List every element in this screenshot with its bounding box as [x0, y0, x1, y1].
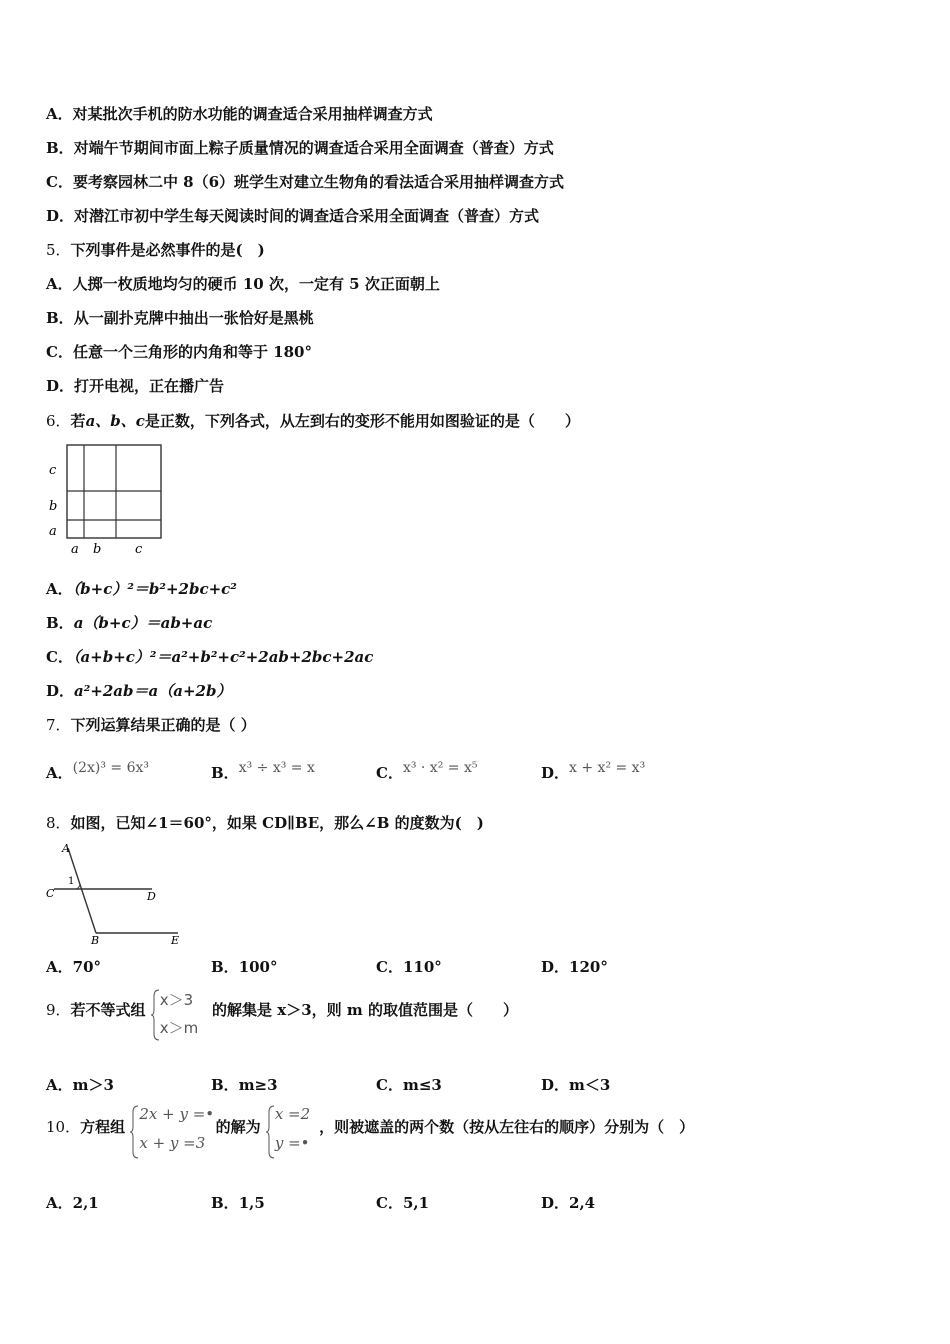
question-text-post: ，则被遮盖的两个数（按从左往右的顺序）分别为（ ）	[319, 1118, 695, 1136]
option-label: A．	[46, 105, 73, 123]
q6-option-b	[46, 612, 212, 633]
equation-1: 2x + y =•	[139, 1105, 215, 1123]
question-text: 如图，已知∠1＝60°，如果 CD∥BE，那么∠B 的度数为( )	[70, 814, 484, 832]
option-label: A．	[46, 580, 73, 598]
question-number: 8．	[46, 814, 71, 832]
label-c-bottom: c	[135, 542, 143, 557]
q9-option-c	[376, 1074, 442, 1095]
q7-option-b	[211, 756, 315, 782]
option-label: C．	[46, 343, 73, 361]
solution-1: x =2	[274, 1105, 311, 1123]
option-text: 任意一个三角形的内角和等于 180°	[72, 343, 312, 361]
option-text: 1,5	[238, 1194, 265, 1212]
q4-option-c	[46, 171, 564, 192]
label-E: E	[171, 934, 180, 946]
label-a-bottom: a	[71, 542, 79, 557]
q10-option-d	[541, 1192, 595, 1213]
q5-stem	[46, 239, 265, 260]
option-text: 人掷一枚质地均匀的硬币 10 次，一定有 5 次正面朝上	[72, 275, 440, 293]
label-A: A	[62, 842, 70, 855]
option-label: B．	[211, 1076, 239, 1094]
option-label: D．	[541, 958, 570, 976]
question-text-pre: 方程组	[80, 1118, 126, 1136]
option-text: 100°	[238, 958, 278, 976]
line-ab	[68, 848, 96, 933]
q7-stem	[46, 714, 256, 735]
equation-2: x + y =3	[139, 1134, 206, 1152]
option-label: A．	[46, 1194, 73, 1212]
q8-option-a	[46, 956, 101, 977]
question-number: 9．	[46, 1001, 71, 1019]
option-label: B．	[211, 1194, 239, 1212]
q6-option-d	[46, 680, 231, 701]
q5-option-a	[46, 273, 440, 294]
option-text: 2,4	[569, 1194, 596, 1212]
option-text: （a+b+c）²＝a²+b²+c²+2ab+2bc+2ac	[72, 648, 374, 666]
q9-option-d	[541, 1074, 610, 1095]
q8-option-d	[541, 956, 608, 977]
option-text: a（b+c）＝ab+ac	[73, 614, 213, 632]
option-label: C．	[376, 1194, 403, 1212]
label-c-left: c	[49, 463, 57, 478]
option-label: D．	[541, 764, 570, 782]
angle-1-arc	[76, 884, 80, 889]
q6-stem	[46, 410, 580, 431]
q4-option-b	[46, 137, 554, 158]
option-text: 110°	[402, 958, 442, 976]
q5-option-d	[46, 375, 224, 396]
question-number: 6．	[46, 412, 71, 430]
q6-square-figure	[44, 440, 169, 558]
q4-option-a	[46, 103, 433, 124]
option-label: D．	[46, 207, 75, 225]
option-label: D．	[541, 1076, 570, 1094]
option-label: A．	[46, 958, 73, 976]
option-label: D．	[46, 682, 75, 700]
question-number: 10．	[46, 1118, 81, 1136]
option-label: B．	[211, 958, 239, 976]
q7-option-d	[541, 756, 646, 782]
option-formula: x³ ÷ x³ = x	[238, 760, 315, 776]
option-text: m＞3	[72, 1076, 114, 1094]
question-number: 7．	[46, 716, 71, 734]
option-text: 2,1	[72, 1194, 99, 1212]
q8-stem	[46, 812, 484, 833]
question-text: 下列事件是必然事件的是( )	[70, 241, 265, 259]
label-b-left: b	[49, 499, 58, 514]
q8-option-b	[211, 956, 278, 977]
option-text: 70°	[72, 958, 102, 976]
option-text: 5,1	[402, 1194, 430, 1212]
label-D: D	[147, 890, 156, 903]
option-label: C．	[46, 173, 73, 191]
q8-option-c	[376, 956, 442, 977]
question-number: 5．	[46, 241, 71, 259]
option-label: B．	[211, 764, 239, 782]
question-text-post: 的解集是 x＞3，则 m 的取值范围是（ ）	[212, 1001, 518, 1019]
option-text: 对潜江市初中学生每天阅读时间的调查适合采用全面调查（普查）方式	[74, 207, 540, 225]
option-text: m≥3	[238, 1076, 278, 1094]
option-formula: x + x² = x³	[569, 760, 646, 776]
q5-option-c	[46, 341, 312, 362]
option-label: D．	[541, 1194, 570, 1212]
question-text-post: 是正数，下列各式，从左到右的变形不能用如图验证的是（ ）	[144, 412, 580, 430]
option-text: 打开电视，正在播广告	[74, 377, 225, 395]
option-text: 对端午节期间市面上粽子质量情况的调查适合采用全面调查（普查）方式	[73, 139, 554, 157]
option-formula: x³ · x² = x⁵	[402, 760, 478, 776]
solution-2: y =•	[274, 1134, 310, 1152]
question-text-pre: 若不等式组	[70, 1001, 146, 1019]
option-text: m＜3	[569, 1076, 611, 1094]
q6-option-c	[46, 646, 373, 667]
label-B: B	[91, 934, 100, 946]
solution-system	[266, 1104, 314, 1160]
label-1: 1	[68, 876, 75, 887]
option-label: C．	[376, 764, 403, 782]
label-b-bottom: b	[93, 542, 102, 557]
option-label: C．	[376, 958, 403, 976]
option-formula: (2x)³ = 6x³	[72, 760, 150, 776]
q9-stem	[46, 988, 518, 1042]
q8-angle-figure	[44, 840, 184, 946]
question-text-pre: 若	[70, 412, 86, 430]
label-C: C	[46, 887, 55, 900]
question-text-mid: 的解为	[215, 1118, 261, 1136]
inequality-system	[151, 988, 207, 1042]
question-vars: a、b、c	[85, 412, 145, 430]
option-label: B．	[46, 309, 74, 327]
option-label: A．	[46, 764, 73, 782]
q6-option-a	[46, 578, 237, 599]
q9-option-b	[211, 1074, 278, 1095]
option-label: C．	[46, 648, 73, 666]
option-text: m≤3	[402, 1076, 442, 1094]
option-text: 要考察园林二中 8（6）班学生对建立生物角的看法适合采用抽样调查方式	[72, 173, 565, 191]
q10-option-c	[376, 1192, 429, 1213]
option-label: B．	[46, 139, 74, 157]
option-label: D．	[46, 377, 75, 395]
option-label: B．	[46, 614, 74, 632]
option-text: a²+2ab＝a（a+2b）	[74, 682, 232, 700]
label-a-left: a	[49, 524, 57, 539]
option-label: A．	[46, 1076, 73, 1094]
q7-option-a	[46, 756, 150, 782]
q10-stem	[46, 1104, 694, 1160]
equation-system	[130, 1104, 215, 1160]
option-text: 从一副扑克牌中抽出一张恰好是黑桃	[73, 309, 314, 327]
option-text: 120°	[569, 958, 608, 976]
q9-option-a	[46, 1074, 114, 1095]
question-text: 下列运算结果正确的是（ ）	[70, 716, 256, 734]
inequality-2: x＞m	[159, 1019, 199, 1037]
option-label: C．	[376, 1076, 403, 1094]
inequality-1: x＞3	[159, 991, 194, 1009]
option-text: 对某批次手机的防水功能的调查适合采用抽样调查方式	[72, 105, 433, 123]
option-label: A．	[46, 275, 73, 293]
option-text: （b+c）²＝b²+2bc+c²	[72, 580, 237, 598]
q5-option-b	[46, 307, 314, 328]
q10-option-b	[211, 1192, 265, 1213]
q7-option-c	[376, 756, 478, 782]
q10-option-a	[46, 1192, 99, 1213]
q4-option-d	[46, 205, 539, 226]
